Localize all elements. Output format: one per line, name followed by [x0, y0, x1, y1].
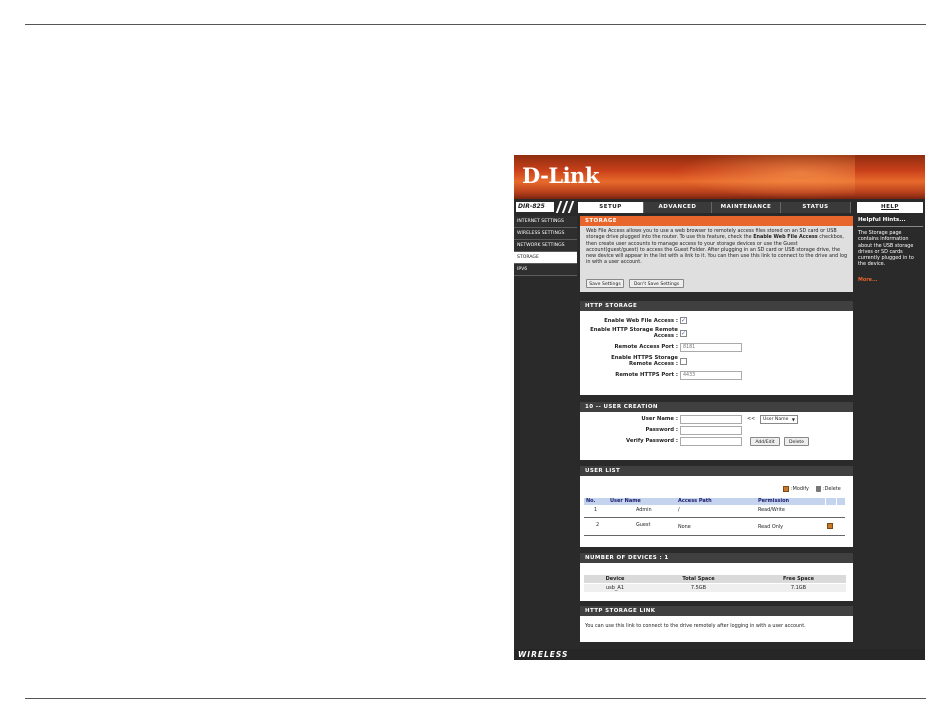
column-header: Free Space — [783, 576, 814, 582]
https-port-input[interactable]: 4433 — [680, 371, 742, 380]
panel-title: 10 -- USER CREATION — [580, 402, 853, 412]
footer-bar — [514, 649, 855, 660]
sidebar-item-network[interactable]: NETWORK SETTINGS — [514, 240, 577, 252]
top-tabs — [578, 202, 855, 213]
panel-title: STORAGE — [580, 216, 853, 226]
hints-rule — [857, 226, 923, 227]
row-permission: Read/Write — [758, 507, 785, 513]
tab-setup[interactable]: SETUP — [578, 202, 644, 213]
dlink-logo: D-Link — [522, 163, 599, 188]
user-name-select[interactable]: User Name ▼ — [760, 415, 798, 424]
tab-advanced[interactable]: ADVANCED — [644, 202, 712, 213]
storage-description: Web File Access allows you to use a web browser to remotely access files stored on an SD card or USB storage drive plugged into the router. To use this feature, check the Enable Web File Access checkbox, then create user accounts to manage access to your storage devices or use the Guest account(guest/guest) to access the Guest Folder. After plugging in an SD card or USB storage drive, the new device will appear in the list with a link to it. You can then use this link to connect to the drive and log in with a user account. — [586, 228, 848, 266]
enable-web-access-checkbox[interactable]: ✓ — [681, 317, 687, 324]
delete-button[interactable]: Delete — [784, 437, 809, 446]
tab-help[interactable]: HELP — [857, 202, 923, 213]
help-column — [855, 155, 925, 660]
hints-title: Helpful Hints... — [858, 217, 906, 223]
devices-panel — [580, 553, 853, 601]
help-banner — [855, 155, 925, 199]
device-total: 7.5GB — [690, 585, 707, 591]
user-creation-panel — [580, 402, 853, 460]
panel-title: HTTP STORAGE LINK — [580, 606, 853, 616]
password-input[interactable] — [680, 426, 742, 435]
dont-save-settings-button[interactable]: Don't Save Settings — [629, 279, 684, 288]
device-free: 7.1GB — [790, 585, 807, 591]
modify-legend: :Modify — [791, 486, 809, 492]
row-path: None — [678, 524, 691, 530]
column-header: Total Space — [682, 576, 715, 582]
sidebar-item-wireless[interactable]: WIRELESS SETTINGS — [514, 228, 577, 240]
verify-password-label: Verify Password : — [626, 438, 678, 444]
row-user: Guest — [636, 522, 651, 528]
enable-https-checkbox[interactable] — [680, 358, 687, 365]
hints-body: The Storage page contains information about the USB storage drives or SD cards currently plugged in to the device. — [858, 230, 914, 268]
device-name: usb_A1 — [605, 585, 625, 591]
chevron-down-icon: ▼ — [791, 417, 795, 422]
panel-title: HTTP STORAGE — [580, 301, 853, 311]
edit-icon[interactable] — [827, 523, 833, 529]
enable-remote-access-label: Enable HTTP Storage Remote Access : — [590, 327, 678, 339]
enable-remote-access-checkbox[interactable]: ✓ — [681, 330, 687, 337]
row-divider — [584, 535, 845, 536]
delete-legend: :Delete — [823, 486, 841, 492]
modify-icon — [783, 486, 789, 492]
sidebar — [514, 216, 577, 276]
sidebar-item-storage[interactable]: STORAGE — [514, 252, 577, 264]
sidebar-item-internet[interactable]: INTERNET SETTINGS — [514, 216, 577, 228]
wireless-wordmark: WIRELESS — [518, 650, 569, 659]
user-name-label: User Name : — [641, 416, 678, 422]
tab-status[interactable]: STATUS — [781, 202, 851, 213]
delete-icon — [816, 486, 821, 492]
user-list-panel — [580, 466, 853, 547]
column-header: Access Path — [678, 498, 712, 504]
divider-slash — [568, 201, 574, 213]
column-header: Device — [605, 576, 625, 582]
table-row — [584, 583, 846, 592]
panel-title: USER LIST — [580, 466, 853, 476]
footer-bar — [855, 649, 925, 660]
sidebar-item-ipv6[interactable]: IPV6 — [514, 264, 577, 276]
user-name-input[interactable] — [680, 415, 742, 424]
model-label: DIR-825 — [516, 202, 554, 212]
panel-title: NUMBER OF DEVICES : 1 — [580, 553, 853, 563]
storage-link-panel — [580, 606, 853, 642]
devices-table-header — [584, 575, 846, 583]
router-screenshot — [514, 155, 855, 660]
http-storage-panel — [580, 301, 853, 395]
top-rule — [25, 24, 926, 25]
enable-web-access-label: Enable Web File Access : — [604, 318, 678, 324]
https-port-label: Remote HTTPS Port : — [615, 372, 678, 378]
row-no: 2 — [596, 522, 600, 528]
row-path: / — [678, 507, 680, 513]
storage-link-text: You can use this link to connect to the drive remotely after logging in with a user account. — [585, 623, 806, 629]
add-edit-button[interactable]: Add/Edit — [750, 437, 780, 446]
copy-arrow: << — [747, 416, 756, 422]
column-header: Permission — [758, 498, 790, 504]
user-table-header — [584, 498, 845, 505]
row-permission: Read Only — [758, 524, 784, 530]
column-header: User Name — [610, 498, 641, 504]
bottom-rule — [25, 698, 926, 699]
row-no: 1 — [594, 507, 598, 513]
tab-maintenance[interactable]: MAINTENANCE — [712, 202, 781, 213]
column-header: No. — [586, 498, 596, 504]
save-settings-button[interactable]: Save Settings — [586, 279, 624, 288]
remote-port-input[interactable]: 8181 — [680, 343, 742, 352]
hints-more-link[interactable]: More... — [858, 277, 878, 283]
brand-banner — [514, 155, 855, 199]
verify-password-input[interactable] — [680, 437, 742, 446]
storage-intro-panel — [580, 216, 853, 292]
password-label: Password : — [645, 427, 678, 433]
enable-https-label: Enable HTTPS Storage Remote Access : — [611, 355, 678, 367]
row-user: Admin — [636, 507, 652, 513]
devices-table — [584, 575, 846, 592]
row-divider — [584, 517, 845, 518]
remote-port-label: Remote Access Port : — [614, 344, 678, 350]
